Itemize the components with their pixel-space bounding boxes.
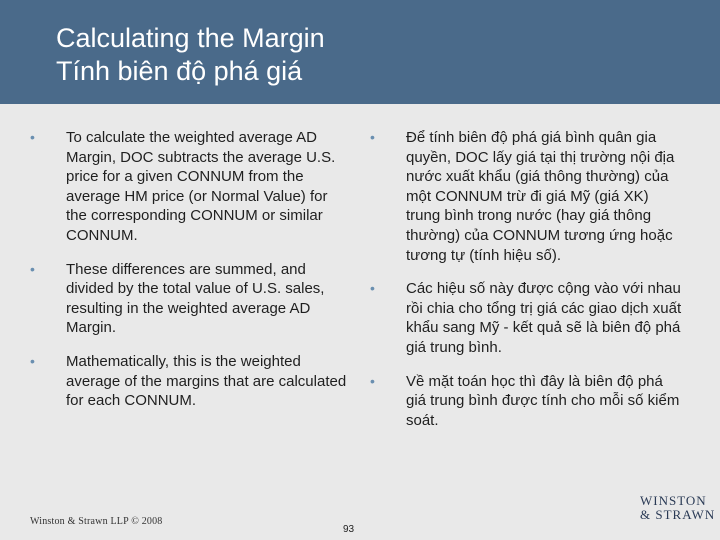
left-bullet-item [30, 128, 350, 246]
page-number: 93 [343, 524, 355, 535]
left-bullet-text: These differences are summed, and divided by the total value of U.S. sales, resulting in the weighted average AD Margin. [66, 260, 325, 337]
footer-copyright: Winston & Strawn LLP © 2008 [30, 516, 163, 527]
slide-title [56, 22, 325, 88]
bullet-icon: • [30, 352, 35, 369]
right-bullet-text: Để tính biên độ phá giá bình quân gia quyền, DOC lấy giá tại thị trường nội địa nước xuất khẩu (giá thông thường) của một CONNUM trừ đi giá Mỹ (giá XK) trung bình trong nước (hay giá thông thường) của CONNUM tương ứng hoặc tương tự (tính hiệu số). [406, 129, 675, 264]
left-bullet-item [30, 260, 350, 338]
logo-line-1: WINSTON [640, 493, 707, 508]
slide-title-english: Calculating the Margin [56, 23, 325, 53]
bullet-icon: • [370, 129, 375, 145]
winston-strawn-logo [640, 494, 715, 522]
bullet-icon: • [370, 372, 375, 389]
left-bullet-text: To calculate the weighted average AD Margin, DOC subtracts the average U.S. price for a given CONNUM from the average HM price (or Normal Value) for the corresponding CONNUM or similar CONNUM. [66, 129, 336, 244]
title-bar [0, 0, 720, 104]
logo-line-2: & STRAWN [640, 507, 716, 522]
slide-title-vietnamese: Tính biên độ phá giá [56, 56, 303, 86]
right-bullet-text: Về mặt toán học thì đây là biên độ phá giá trung bình được tính cho mỗi số kiểm soát. [406, 372, 680, 429]
bullet-icon: • [370, 280, 375, 297]
right-column [370, 128, 685, 444]
left-column [30, 128, 350, 425]
left-bullet-text: Mathematically, this is the weighted average of the margins that are calculated for each CONNUM. [66, 352, 347, 410]
bullet-icon: • [30, 260, 35, 277]
right-bullet-item [370, 128, 685, 265]
right-bullet-item [370, 372, 685, 431]
right-bullet-text: Các hiệu số này được cộng vào với nhau rồi chia cho tổng trị giá các giao dịch xuất khẩu sang Mỹ - kết quả sẽ là biên độ phá giá trung bình. [406, 280, 682, 356]
right-bullet-item [370, 279, 685, 357]
bullet-icon: • [30, 129, 35, 145]
left-bullet-item [30, 352, 350, 411]
